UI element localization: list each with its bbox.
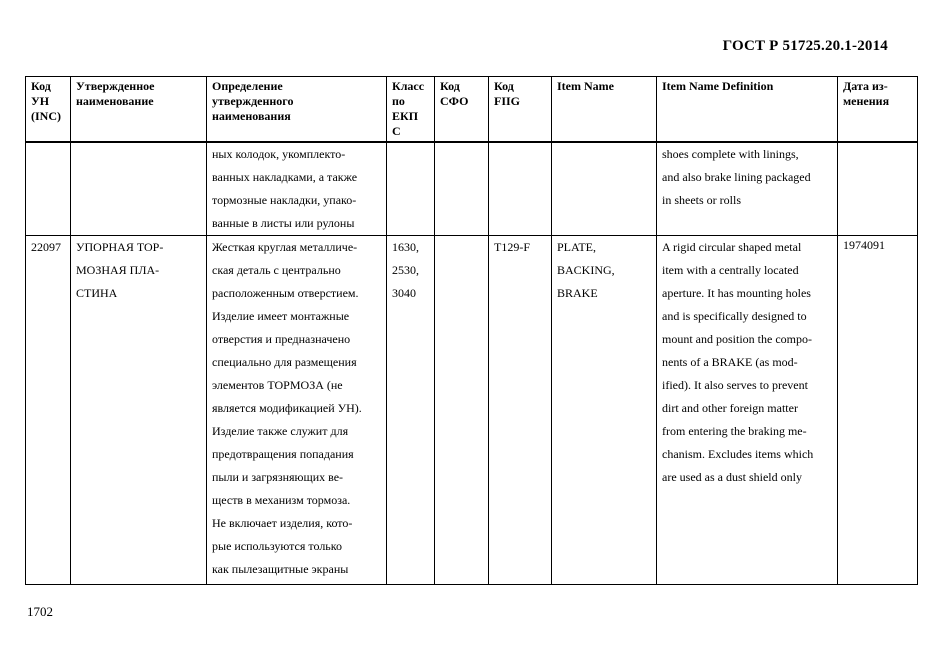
cell-text-line: nents of a BRAKE (as mod- — [662, 355, 798, 369]
cell-text-line: СТИНА — [76, 286, 118, 300]
cell-text-line: пыли и загрязняющих ве- — [212, 470, 344, 484]
cell-ekps-class — [387, 142, 435, 236]
cell-text-line: and also brake lining packaged — [662, 170, 811, 184]
cell-text-line: Не включает изделия, кото- — [212, 516, 353, 530]
cell-text-line: является модификацией УН). — [212, 401, 362, 415]
cell-text-line: BRAKE — [557, 286, 598, 300]
header-text-line: С — [392, 124, 401, 138]
cell-text-line: Изделие имеет монтажные — [212, 309, 350, 323]
cell-inc — [26, 236, 71, 585]
approved-names-table — [25, 76, 918, 585]
header-sfo-code — [435, 77, 489, 143]
cell-text-line: mount and position the compo- — [662, 332, 812, 346]
header-text-line: Код — [440, 79, 460, 93]
header-text-line: Item Name — [557, 79, 614, 93]
cell-text-line: ванные в листы или рулоны — [212, 216, 355, 230]
cell-inc — [26, 142, 71, 236]
header-fiig-code — [489, 77, 552, 143]
cell-item-name — [552, 142, 657, 236]
document-code: ГОСТ Р 51725.20.1-2014 — [722, 38, 888, 54]
header-text-line: Утвержденное — [76, 79, 155, 93]
cell-text-line: T129-F — [494, 240, 530, 254]
header-inc — [26, 77, 71, 143]
cell-text-line: 2530, — [392, 263, 419, 277]
cell-text-line: BACKING, — [557, 263, 615, 277]
cell-text-line: тормозные накладки, упако- — [212, 193, 357, 207]
header-text-line: Определение — [212, 79, 283, 93]
header-text-line: Код — [494, 79, 514, 93]
cell-definition — [207, 142, 387, 236]
header-text-line: наименование — [76, 94, 154, 108]
cell-item-definition — [657, 142, 838, 236]
cell-text-line: and is specifically designed to — [662, 309, 807, 323]
cell-text-line: 1974091 — [843, 238, 885, 252]
cell-text-line: ская деталь с центрально — [212, 263, 341, 277]
cell-sfo-code — [435, 142, 489, 236]
header-text-line: менения — [843, 94, 890, 108]
header-approved-name — [71, 77, 207, 143]
header-text-line: Класс — [392, 79, 425, 93]
cell-text-line: chanism. Excludes items which — [662, 447, 814, 461]
table-header-row — [26, 77, 918, 143]
cell-text-line: item with a centrally located — [662, 263, 799, 277]
header-text-line: FIIG — [494, 94, 521, 108]
cell-text-line: in sheets or rolls — [662, 193, 741, 207]
cell-text-line: Жесткая круглая металличе- — [212, 240, 358, 254]
cell-text-line: PLATE, — [557, 240, 596, 254]
cell-fiig-code — [489, 236, 552, 585]
header-text-line: УН — [31, 94, 50, 108]
cell-text-line: 22097 — [31, 240, 61, 254]
cell-text-line: предотвращения попадания — [212, 447, 354, 461]
table-row — [26, 142, 918, 236]
header-ekps-class — [387, 77, 435, 143]
header-text-line: утвержденного — [212, 94, 294, 108]
header-text-line: наименования — [212, 109, 291, 123]
header-text-line: Дата из- — [843, 79, 888, 93]
cell-item-name — [552, 236, 657, 585]
cell-text-line: МОЗНАЯ ПЛА- — [76, 263, 160, 277]
cell-change-date — [838, 142, 918, 236]
cell-definition — [207, 236, 387, 585]
cell-text-line: from entering the braking me- — [662, 424, 807, 438]
cell-text-line: отверстия и предназначено — [212, 332, 351, 346]
cell-text-line: ванных накладками, а также — [212, 170, 358, 184]
cell-text-line: ществ в механизм тормоза. — [212, 493, 351, 507]
cell-text-line: элементов ТОРМОЗА (не — [212, 378, 343, 392]
table-row — [26, 236, 918, 585]
header-text-line: по — [392, 94, 405, 108]
cell-fiig-code — [489, 142, 552, 236]
header-change-date — [838, 77, 918, 143]
cell-text-line: ified). It also serves to prevent — [662, 378, 808, 392]
cell-text-line: shoes complete with linings, — [662, 147, 799, 161]
cell-approved-name — [71, 142, 207, 236]
cell-text-line: 3040 — [392, 286, 416, 300]
header-text-line: ЕКП — [392, 109, 419, 123]
cell-text-line: УПОРНАЯ ТОР- — [76, 240, 164, 254]
cell-text-line: 1630, — [392, 240, 419, 254]
header-text-line: Код — [31, 79, 51, 93]
header-item-name — [552, 77, 657, 143]
cell-text-line: ных колодок, укомплекто- — [212, 147, 346, 161]
cell-text-line: are used as a dust shield only — [662, 470, 802, 484]
cell-text-line: расположенным отверстием. — [212, 286, 359, 300]
cell-text-line: A rigid circular shaped metal — [662, 240, 802, 254]
cell-text-line: специально для размещения — [212, 355, 357, 369]
cell-ekps-class — [387, 236, 435, 585]
header-definition — [207, 77, 387, 143]
cell-approved-name — [71, 236, 207, 585]
cell-text-line: как пылезащитные экраны — [212, 562, 349, 576]
cell-text-line: aperture. It has mounting holes — [662, 286, 811, 300]
cell-item-definition — [657, 236, 838, 585]
cell-text-line: рые используются только — [212, 539, 343, 553]
header-text-line: (INC) — [31, 109, 61, 123]
cell-change-date — [838, 236, 918, 585]
cell-text-line: dirt and other foreign matter — [662, 401, 798, 415]
cell-sfo-code — [435, 236, 489, 585]
page-number: 1702 — [27, 604, 53, 619]
cell-text-line: Изделие также служит для — [212, 424, 349, 438]
header-text-line: СФО — [440, 94, 469, 108]
header-item-definition — [657, 77, 838, 143]
header-text-line: Item Name Definition — [662, 79, 774, 93]
